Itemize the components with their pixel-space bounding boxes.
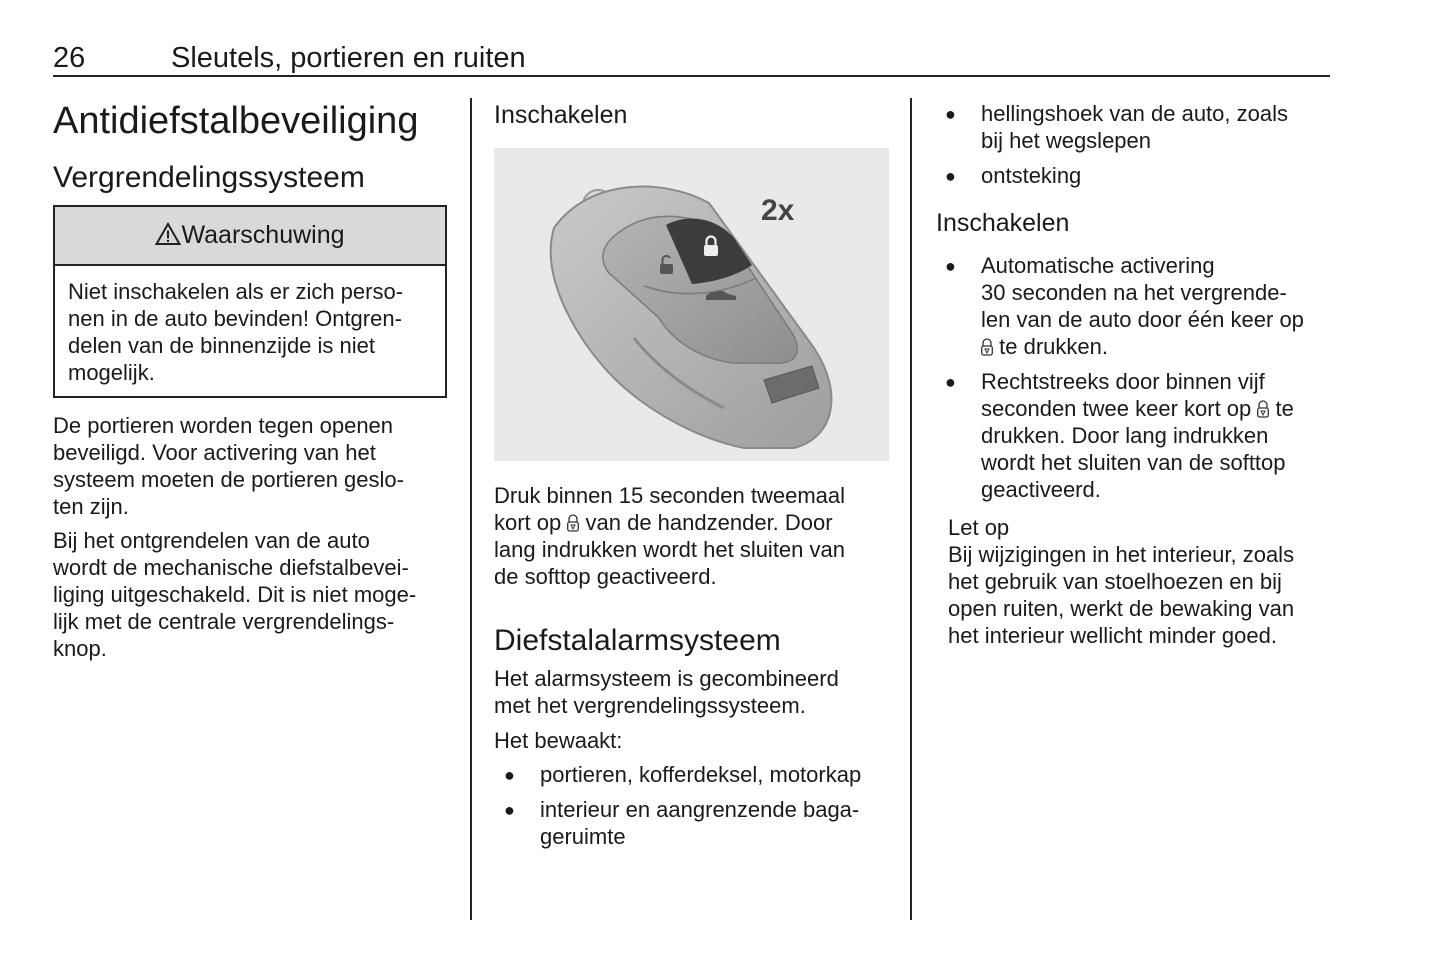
text-line: Automatische activering	[981, 253, 1215, 278]
text-line: Bij wijzigingen in het interieur, zoals	[948, 542, 1295, 567]
warning-line: Niet inschakelen als er zich perso-	[68, 279, 404, 304]
text-line: wordt het sluiten van de softtop	[981, 450, 1286, 475]
text-line	[494, 509, 894, 536]
text-line: Druk binnen 15 seconden tweemaal	[494, 483, 846, 508]
subsection-title: Vergrendelingssysteem	[53, 161, 365, 194]
text-line: Rechtstreeks door binnen vijf	[981, 369, 1265, 394]
text-span: kort op	[494, 510, 562, 535]
bullet-icon: ●	[945, 104, 956, 124]
warning-heading: Waarschuwing	[181, 221, 345, 249]
column-divider-1	[470, 98, 472, 920]
list-item	[981, 100, 1288, 154]
bullet-icon: ●	[945, 166, 956, 186]
warning-line: delen van de binnenzijde is niet	[68, 333, 376, 358]
text-line: knop.	[53, 636, 107, 661]
text-line: systeem moeten de portieren geslo-	[53, 467, 404, 492]
text-line: geactiveerd.	[981, 477, 1101, 502]
header-rule	[53, 75, 1330, 77]
text-line: met het vergrendelingssysteem.	[494, 693, 806, 718]
text-line: bij het wegslepen	[981, 128, 1152, 153]
text-line: de softtop geactiveerd.	[494, 564, 717, 589]
note-text	[948, 541, 1338, 649]
text-line: geruimte	[540, 824, 626, 849]
column-divider-2	[910, 98, 912, 920]
text-line: 30 seconden na het vergrende-	[981, 280, 1287, 305]
key-fob-illustration	[494, 148, 889, 461]
inschakelen-heading-2: Inschakelen	[936, 209, 1070, 237]
list-item	[981, 162, 1081, 189]
text-span: te	[1275, 396, 1294, 421]
text-line: liging uitgeschakeld. Dit is niet moge-	[53, 582, 417, 607]
monitors-label: Het bewaakt:	[494, 728, 623, 753]
list-item	[981, 252, 1341, 360]
warning-line: mogelijk.	[68, 360, 155, 385]
text-line: Het alarmsysteem is gecombineerd	[494, 666, 839, 691]
text-line: portieren, kofferdeksel, motorkap	[540, 762, 862, 787]
warning-line: nen in de auto bevinden! Ontgren-	[68, 306, 402, 331]
text-line: De portieren worden tegen openen	[53, 413, 394, 438]
note-title: Let op	[948, 515, 1010, 540]
key-fob-figure	[494, 148, 889, 461]
text-line: ontsteking	[981, 163, 1082, 188]
warning-triangle-icon	[155, 222, 181, 246]
text-line: open ruiten, werkt de bewaking van	[948, 596, 1295, 621]
list-item	[540, 761, 861, 788]
press-count-label: 2x	[761, 194, 795, 227]
bullet-icon: ●	[945, 256, 956, 276]
lock-icon	[981, 338, 993, 356]
instruction-paragraph	[494, 482, 894, 590]
warning-header	[55, 207, 445, 266]
text-line: lijk met de centrale vergrendelings-	[53, 609, 395, 634]
bullet-icon: ●	[504, 800, 515, 820]
lock-icon	[1257, 400, 1269, 418]
bullet-icon: ●	[504, 765, 515, 785]
chapter-title: Sleutels, portieren en ruiten	[171, 42, 526, 74]
paragraph-2	[53, 527, 458, 662]
paragraph-1	[53, 412, 453, 520]
text-line: drukken. Door lang indrukken	[981, 423, 1269, 448]
lock-icon	[567, 514, 579, 532]
list-item	[981, 368, 1341, 503]
warning-text	[55, 266, 445, 398]
alarm-paragraph	[494, 665, 894, 719]
text-line: lang indrukken wordt het sluiten van	[494, 537, 845, 562]
text-line: het gebruik van stoelhoezen en bij	[948, 569, 1282, 594]
text-line: len van de auto door één keer op	[981, 307, 1304, 332]
text-line: interieur en aangrenzende baga-	[540, 797, 860, 822]
text-line: het interieur wellicht minder goed.	[948, 623, 1277, 648]
bullet-icon: ●	[945, 372, 956, 392]
text-span: seconden twee keer kort op	[981, 396, 1252, 421]
text-line	[981, 395, 1341, 422]
page-number: 26	[53, 42, 86, 74]
text-line: Bij het ontgrendelen van de auto	[53, 528, 370, 553]
text-span: te drukken.	[999, 334, 1108, 359]
inschakelen-heading: Inschakelen	[494, 101, 628, 129]
list-item	[540, 796, 859, 850]
alarm-section-title: Diefstalalarmsysteem	[494, 624, 781, 657]
warning-box	[53, 205, 447, 398]
text-line: beveiligd. Voor activering van het	[53, 440, 376, 465]
text-line	[981, 333, 1341, 360]
text-line: hellingshoek van de auto, zoals	[981, 101, 1288, 126]
section-title: Antidiefstalbeveiliging	[53, 100, 419, 142]
text-span: van de handzender. Door	[585, 510, 833, 535]
text-line: wordt de mechanische diefstalbevei-	[53, 555, 409, 580]
text-line: ten zijn.	[53, 494, 129, 519]
